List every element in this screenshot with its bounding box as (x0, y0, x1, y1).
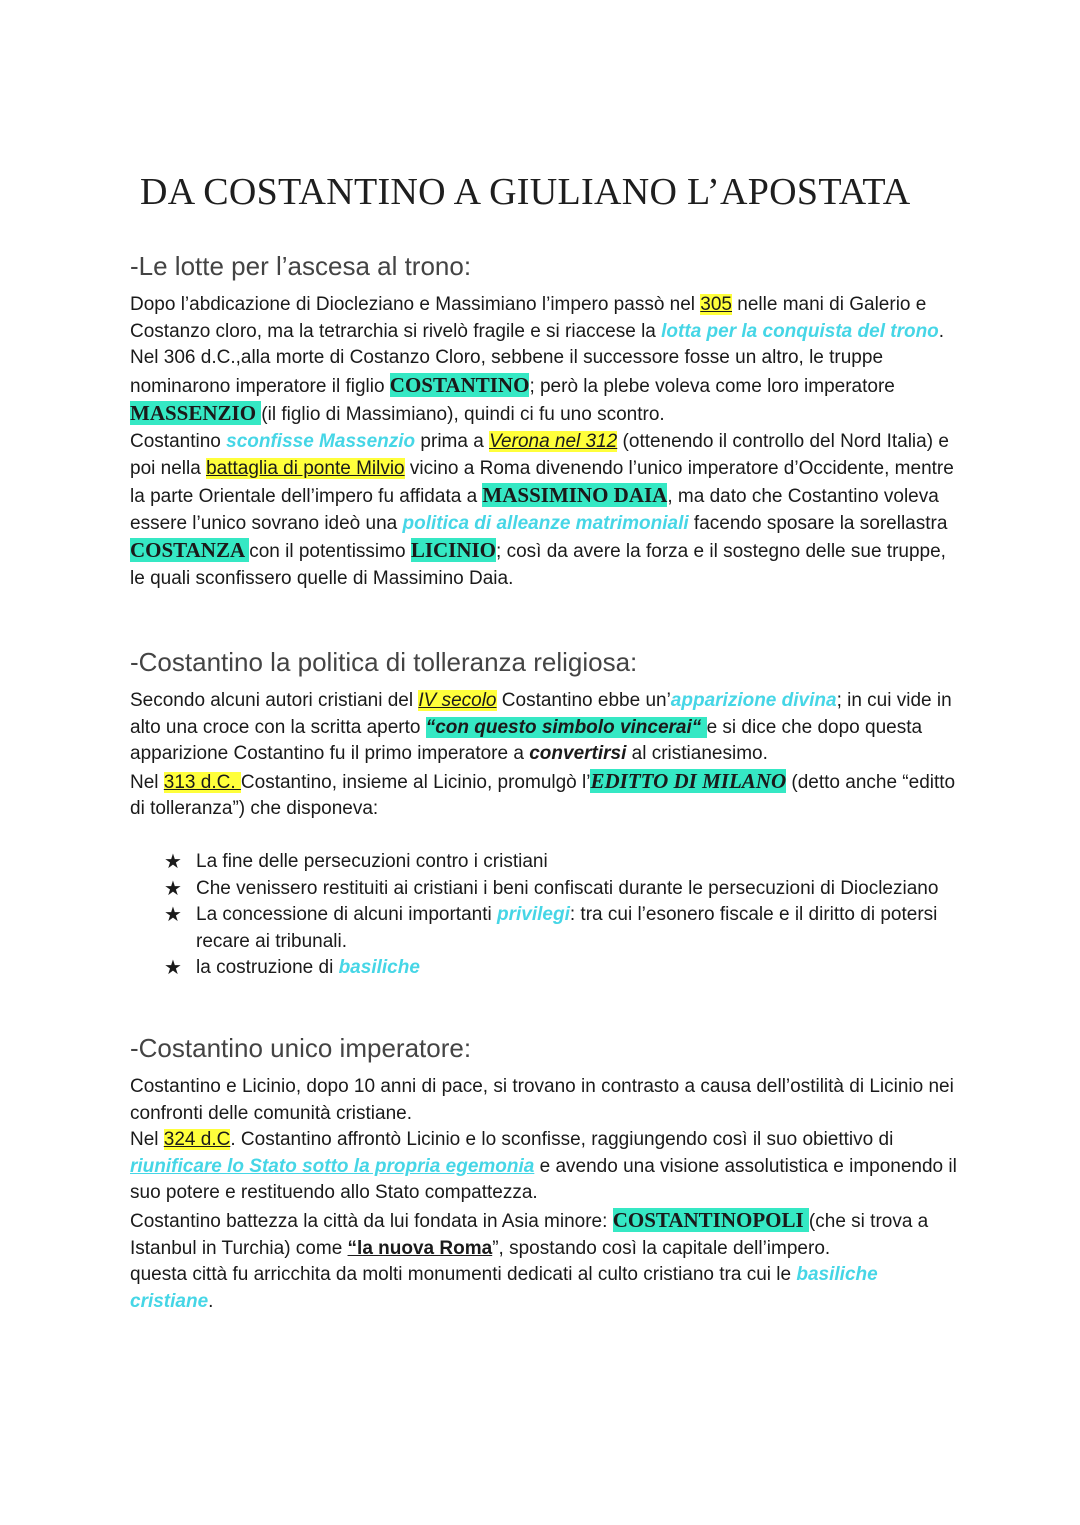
text: . Costantino affrontò Licinio e lo sconfisse, raggiungendo così il suo obiettivo di (230, 1129, 894, 1151)
text: (il figlio di Massimiano), quindi ci fu uno scontro. (261, 404, 665, 426)
keyword: riunificare lo Stato sotto la propria egemonia (130, 1155, 535, 1177)
list-item (164, 955, 960, 982)
text: (ottenendo il controllo del Nord Italia) e poi nella (130, 430, 949, 479)
highlight-quote: “con questo simbolo vincerai“ (425, 716, 707, 738)
highlight-date: 324 d.C (163, 1129, 231, 1151)
section-heading: -Costantino unico imperatore: (130, 1033, 472, 1063)
text: Nel (130, 771, 164, 793)
keyword-bold: “la nuova Roma (347, 1237, 493, 1259)
text: nelle mani di Galerio e Costanzo cloro, ma la tetrarchia si rivelò fragile e si riaccese la (130, 294, 927, 342)
text: La fine delle persecuzioni contro i cristiani (196, 850, 548, 872)
keyword-bold: convertirsi (529, 743, 627, 765)
highlight-name: MASSIMINO DAIA (482, 483, 668, 508)
text: facendo sposare la sorellastra (688, 512, 948, 534)
keyword: basiliche cristiane (130, 1264, 878, 1312)
section-unico-imperatore (130, 1032, 960, 1315)
star-icon: ★ (164, 850, 182, 873)
highlight-date: 313 d.C. (163, 771, 241, 793)
text: (detto anche “editto di tolleranza”) che disponeva: (130, 771, 956, 820)
highlight-date: 305 (700, 294, 732, 315)
section-heading: -Costantino la politica di tolleranza religiosa: (130, 647, 638, 677)
highlight-name: COSTANTINO (389, 372, 530, 397)
highlight-date: Verona nel 312 (489, 430, 618, 452)
text: Costantino battezza la città da lui fondata in Asia minore: (130, 1210, 613, 1232)
text: ”, spostando così la capitale dell’impero. (492, 1237, 831, 1259)
list-item (164, 876, 960, 903)
text: ; così da avere la forza e il sostegno delle sue truppe, le quali sconfissero quelle di Massimino Daia. (130, 541, 946, 589)
keyword: basiliche (338, 957, 420, 979)
text: Che venissero restituiti ai cristiani i beni confiscati durante le persecuzioni di Diocleziano (196, 877, 939, 899)
text: . (938, 320, 945, 342)
text: (che si trova a Istanbul in Turchia) come (130, 1210, 929, 1259)
highlight-name: EDITTO DI MILANO (590, 768, 787, 793)
text: Nel 306 d.C.,alla morte di Costanzo Cloro, sebbene il successore fosse un altro, le truppe nominarono imperatore il figlio (130, 347, 884, 397)
text: . (208, 1290, 214, 1312)
text: con il potentissimo (249, 541, 411, 563)
page-title: DA COSTANTINO A GIULIANO L’APOSTATA (140, 171, 911, 213)
text: e avendo una visione assolutistica e imponendo il suo potere e restituendo allo Stato compattezza. (130, 1155, 957, 1204)
highlight-date: IV secolo (418, 690, 497, 711)
star-icon: ★ (164, 904, 182, 927)
keyword: politica di alleanze matrimoniali (402, 512, 689, 534)
paragraph (130, 688, 960, 768)
star-icon: ★ (164, 957, 182, 980)
keyword: sconfisse Massenzio (226, 430, 416, 452)
text: Dopo l’abdicazione di Diocleziano e Massimiano l’impero passò nel (130, 294, 701, 315)
list-item (164, 902, 960, 955)
paragraph (130, 1127, 960, 1207)
text: , ma dato che Costantino voleva essere l’unico sovrano ideò una (130, 486, 939, 534)
text: Secondo alcuni autori cristiani del (130, 690, 419, 711)
highlight-name: MASSENZIO (130, 401, 262, 426)
paragraph (130, 768, 960, 823)
section-ascesa-trono (130, 250, 960, 593)
paragraph (130, 1262, 960, 1315)
paragraph (130, 1207, 960, 1262)
keyword: privilegi (497, 904, 570, 926)
text: Costantino ebbe un’ (496, 690, 671, 711)
text: questa città fu arricchita da molti monumenti dedicati al culto cristiano tra cui le (130, 1264, 797, 1286)
paragraph (130, 292, 960, 345)
text: ; in cui vide in alto una croce con la scritta aperto (130, 690, 952, 738)
section-tolleranza-religiosa (130, 646, 960, 982)
list-item (164, 849, 960, 876)
keyword: lotta per la conquista del trono (661, 320, 939, 342)
text: Costantino, insieme al Licinio, promulgò l’ (240, 771, 591, 793)
highlight-event: battaglia di ponte Milvio (206, 457, 405, 479)
text: Nel (130, 1129, 164, 1151)
paragraph (130, 429, 960, 593)
bullet-list (130, 849, 960, 982)
paragraph: Costantino e Licinio, dopo 10 anni di pace, si trovano in contrasto a causa dell’ostilità di Licinio nei confronti delle comunità cristiane. (130, 1076, 954, 1124)
text: ; però la plebe voleva come loro imperatore (529, 375, 895, 397)
highlight-name: LICINIO (410, 538, 497, 563)
text: la costruzione di (196, 957, 339, 979)
paragraph (130, 345, 960, 429)
text: : tra cui l’esonero fiscale e il diritto di potersi recare ai tribunali. (196, 904, 938, 952)
section-heading: -Le lotte per l’ascesa al trono: (130, 251, 472, 281)
star-icon: ★ (164, 877, 182, 900)
text: Costantino (130, 430, 227, 452)
highlight-name: COSTANTINOPOLI (612, 1207, 809, 1232)
text: e si dice che dopo questa apparizione Costantino fu il primo imperatore a (130, 716, 923, 765)
keyword: apparizione divina (670, 690, 837, 711)
highlight-name: COSTANZA (130, 538, 250, 563)
text: vicino a Roma divenendo l’unico imperatore d’Occidente, mentre la parte Orientale dell’impero fu affidata a (130, 457, 954, 508)
text: La concessione di alcuni importanti (196, 904, 498, 926)
text: prima a (415, 430, 490, 452)
text: al cristianesimo. (626, 743, 768, 765)
